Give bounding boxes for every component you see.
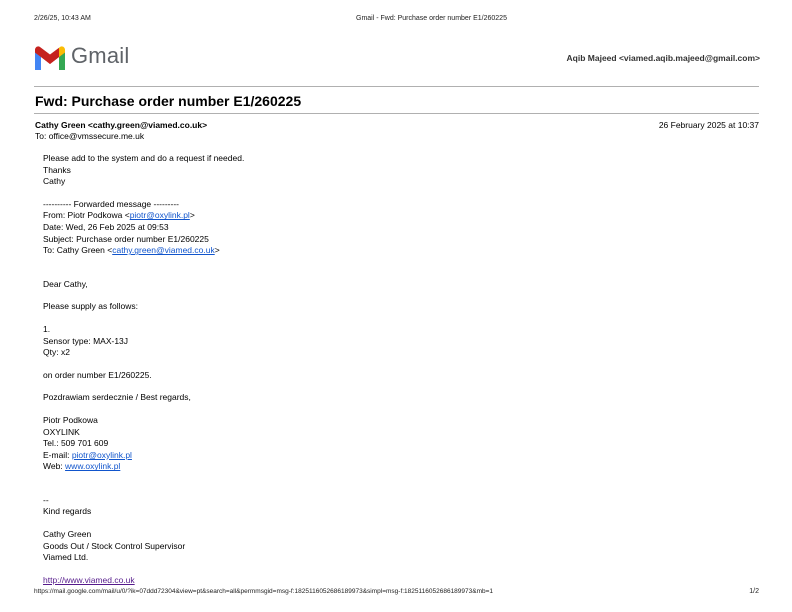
company-website-link[interactable]: http://www.viamed.co.uk <box>43 574 135 585</box>
forwarded-from: From: Piotr Podkowa <piotr@oxylink.pl> <box>43 210 195 221</box>
page-number: 1/2 <box>749 588 759 595</box>
signature-email-link[interactable]: piotr@oxylink.pl <box>71 449 132 460</box>
signature-tel: Tel.: 509 701 609 <box>43 438 109 449</box>
forwarded-to: To: Cathy Green <cathy.green@viamed.co.uk> <box>43 245 220 256</box>
print-title: Gmail - Fwd: Purchase order number E1/260225 <box>356 15 507 22</box>
gmail-logo-icon <box>33 45 67 70</box>
account-email: Aqib Majeed <viamed.aqib.majeed@gmail.com> <box>566 53 760 63</box>
message-date: 26 February 2025 at 10:37 <box>658 120 759 130</box>
signature-email: E-mail: piotr@oxylink.pl <box>43 449 132 460</box>
sender-company: Viamed Ltd. <box>43 552 89 563</box>
email-subject: Fwd: Purchase order number E1/260225 <box>35 93 302 109</box>
closing-line: Kind regards <box>43 506 92 517</box>
message-to: To: office@vmssecure.me.uk <box>35 131 145 141</box>
regards-line: Pozdrawiam serdecznie / Best regards, <box>43 392 191 403</box>
gmail-wordmark: Gmail <box>71 43 130 68</box>
forwarded-subject: Subject: Purchase order number E1/260225 <box>43 233 209 244</box>
signature-web: Web: www.oxylink.pl <box>43 461 121 472</box>
signature-separator: -- <box>43 494 49 505</box>
print-datetime: 2/26/25, 10:43 AM <box>34 15 91 22</box>
subject-divider <box>34 113 759 114</box>
item-number: 1. <box>43 323 51 334</box>
item-sensor-type: Sensor type: MAX-13J <box>43 335 129 346</box>
signature-name: Piotr Podkowa <box>43 414 98 425</box>
sender-name: Cathy Green <box>43 529 92 540</box>
message-from: Cathy Green <cathy.green@viamed.co.uk> <box>35 120 208 130</box>
order-reference: on order number E1/260225. <box>43 369 152 380</box>
print-url: https://mail.google.com/mail/u/0/?ik=07ddd72304&view=pt&search=all&permmsgid=msg-f:1825116052686189973&simpl=msg-f:1825116052686189973&mb=1 <box>34 588 494 595</box>
greeting: Dear Cathy, <box>43 278 88 289</box>
intro-line: Thanks <box>43 164 71 175</box>
forwarded-date: Date: Wed, 26 Feb 2025 at 09:53 <box>43 221 169 232</box>
message-body <box>43 153 244 586</box>
header-divider <box>34 86 759 87</box>
sender-title: Goods Out / Stock Control Supervisor <box>43 540 186 551</box>
request-line: Please supply as follows: <box>43 301 138 312</box>
item-quantity: Qty: x2 <box>43 347 70 358</box>
forwarded-divider: ---------- Forwarded message --------- <box>43 198 179 209</box>
forwarded-to-email-link[interactable]: cathy.green@viamed.co.uk <box>112 245 215 256</box>
intro-line: Cathy <box>43 176 66 187</box>
signature-company: OXYLINK <box>43 426 80 437</box>
signature-web-link[interactable]: www.oxylink.pl <box>65 461 121 472</box>
intro-line: Please add to the system and do a request if needed. <box>43 153 245 163</box>
forwarded-from-email-link[interactable]: piotr@oxylink.pl <box>129 210 190 221</box>
